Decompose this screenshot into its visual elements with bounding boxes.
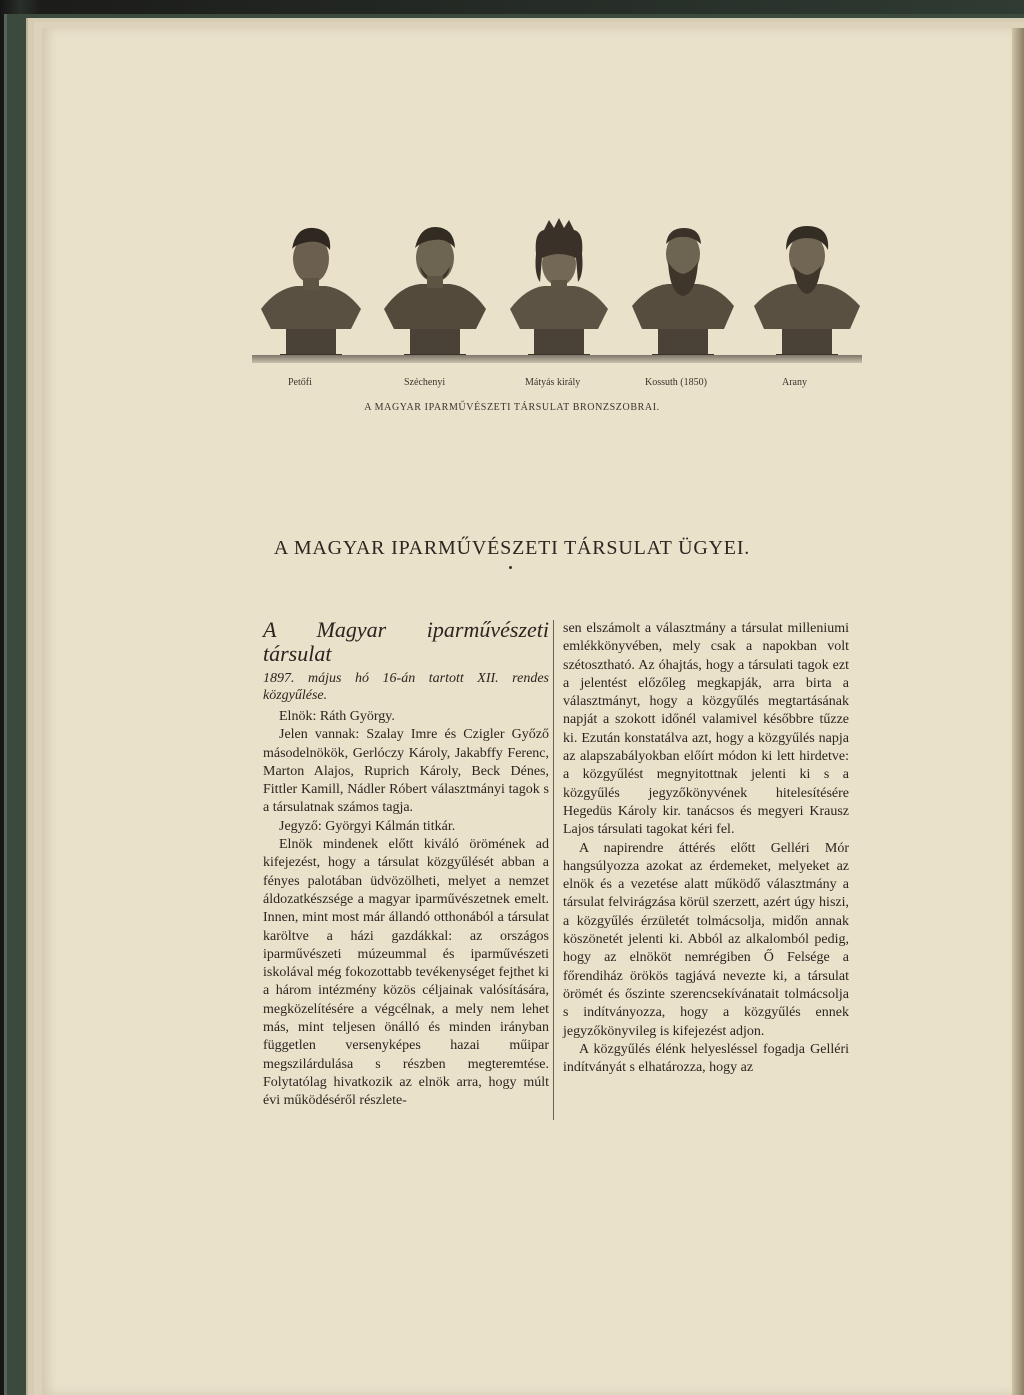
paragraph: Jegyző: Györgyi Kálmán titkár. [279,818,456,834]
article-title: A Magyar iparművészeti társulat [263,617,549,666]
bust-petofi [256,214,366,364]
figure-caption: A MAGYAR IPARMŰVÉSZETI TÁRSULAT BRONZSZOBRAI. [364,402,660,413]
section-heading: A MAGYAR IPARMŰVÉSZETI TÁRSULAT ÜGYEI. [273,537,751,559]
paragraph: A közgyűlés élénk helyesléssel fogadja Gelléri indítványát s elhatározza, hogy az [563,1041,849,1076]
paragraph: A napirendre áttérés előtt Gelléri Mór hangsúlyozza azokat az érdemeket, melyeket az elnök és a vezetése alatt működő választmány a társulat felvirágzása körül szerzett, azért úgy hiszi, a közgyűlés érzületét tolmácsolja, midőn annak köszönetét jelenti ki. Abból az alkalomból pedig, hogy az elnököt nemrégiben Ő Felsége a főrendiház örökös tagjává nevezte ki, a társulat örömét és őszinte szerencsekívánatait tolmácsolja s indítványozza, hogy a közgyűlés ennek jegyzőkönyvileg is kifejezést adjon. [563,840,849,1039]
shelf-line [252,355,862,363]
paragraph: Jelen vannak: Szalay Imre és Czigler Győző másodelnökök, Gerlóczy Károly, Jakabffy Ferenc, Marton Alajos, Ruprich Károly, Beck Dénes, Fittler Kamill, Nádler Róbert választmányi tagok s a társulatnak számos tagja. [263,727,549,816]
article-subtitle: 1897. május hó 16-án tartott XII. rendes közgyűlése. [263,671,549,703]
paragraph: Elnök mindenek előtt kiváló örömének ad kifejezést, hogy a társulat közgyűlését abban a fényes palotában üdvözölheti, melyet a nemzet áldozatkészsége a magyar iparművészetnek emelt. Innen, mint most már állandó otthonából a társulat karöltve a házi gazdákkal: az országos iparművészeti múzeummal és iparművészeti iskolával még fokozottabb tevékenységet fejthet ki a három intézmény közös céljainak valósítására, megközelítésére a végcélnak, a mely nem lehet más, mint teljesen önálló és minden irányban független versenyképes hazai műipar megszilárdulása s részben megteremtése. Folytatólag hivatkozik az elnök arra, hogy múlt évi működéséről részlete- [263,837,549,1109]
column-divider [553,620,554,1120]
bust-matyas [504,214,614,364]
caption-name: Mátyás király [525,377,581,388]
bust-szechenyi [380,214,490,364]
caption-name: Arany [782,377,807,388]
paragraph: sen elszámolt a választmány a társulat milleniumi emlékkönyvében, mely csak a napokban volt szétosztható. Az óhajtás, hogy a társulati tagok ezt a jelentést előzőleg megkapják, arra birta a választmányt, hogy a közgyűlés megtartásának napját a szokott időnél valamivel későbbre tűzze ki. Ezután konstatálva azt, hogy a közgyűlés napja az alapszabályokban előírt módon ki lett hirdetve: a közgyűlést megnyitottnak jelenti ki s a közgyűlés jegyzőkönyvének hitelesítésére Hegedüs Károly kir. tanácsos és megyeri Krausz Lajos társulati tagokat kéri fel. [563,621,849,838]
busts-figure [252,214,862,364]
page-edge [1012,28,1024,1395]
ornament-dot [509,566,512,569]
right-column [563,620,849,1077]
paragraph: Elnök: Ráth György. [279,709,395,724]
left-column [263,618,549,1111]
caption-name: Széchenyi [404,377,446,388]
bust-kossuth [628,214,738,364]
caption-name: Kossuth (1850) [645,377,707,388]
bust-arany [752,214,862,364]
caption-name: Petőfi [288,377,312,388]
